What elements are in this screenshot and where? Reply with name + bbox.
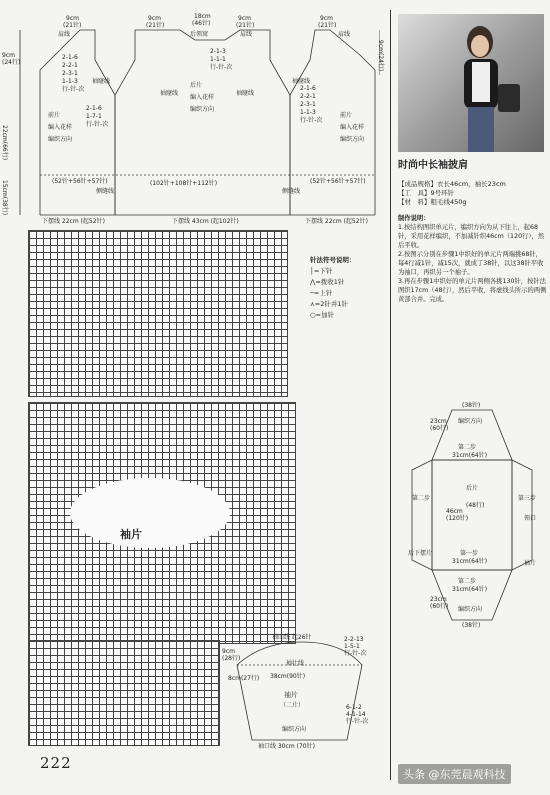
sleeve-dir: 编织方向 <box>282 726 307 733</box>
top-label-11: 肩线 <box>240 31 253 38</box>
right-step: 第三步 <box>518 495 537 502</box>
sleeve-left-cm2: 8cm(27行) <box>228 675 260 682</box>
left-cm: 23cm (60行) <box>430 418 449 432</box>
step2-bot-w: 31cm(64针) <box>452 586 488 593</box>
body-schematic <box>0 0 384 230</box>
sleeve-width: 38cm(90针) <box>270 673 306 680</box>
instruction-2: 2.按图示分别在步骤1中织好的单元片两端挑68针，每4行减1针，减15次，就成了38针，以这38针平收为袖口，再织另一个袖子。 <box>398 251 544 276</box>
top-count: (38针) <box>462 402 481 409</box>
bot-dir: 编织方向 <box>458 606 483 613</box>
decrease-back: 2-1-3 1-1-1 行-针-次 <box>210 48 233 71</box>
person-icon <box>398 14 544 152</box>
sleeve-line: 袖壮线 <box>286 660 305 667</box>
back-h: (48行) <box>466 502 485 509</box>
right-label-1: 领口 <box>524 515 537 522</box>
sleeve-top-dec: 2-2-13 1-5-1 行-针-次 <box>344 636 367 657</box>
page-number: 222 <box>40 754 72 772</box>
decrease-right: 2-1-6 2-2-1 2-3-1 1-1-3 行-针-次 <box>300 85 323 124</box>
bottom-left: 下摆线 22cm (起52针) <box>42 218 105 225</box>
sleeve-top: 袖山线 起26针 <box>272 634 312 641</box>
stitch-chart-sleeve-lower <box>28 640 220 746</box>
top-label-4: 9cm <box>148 15 161 22</box>
spec-tool: 【工 具】9号环针 <box>398 189 455 197</box>
legend-item: ○=加针 <box>310 311 335 319</box>
instruction-1: 1.按结构图织单元片，编织方向为从下往上，起68针，采用花样编织，不加减针织46cm（120行），然后平收。 <box>398 224 545 249</box>
sleeve-left-cm: 9cm (28行) <box>222 648 241 662</box>
front-hem: 后下摆片 <box>408 550 433 557</box>
count-right: (52针+56针+57针) <box>310 178 366 185</box>
sleeve-pcs: （二片） <box>280 702 305 709</box>
sleeve-side-dec: 6-1-2 4-1-14 行-针-次 <box>346 704 369 725</box>
decrease-left: 2-1-6 2-2-1 2-3-1 1-1-3 行-针-次 <box>62 54 85 93</box>
bot-cm: 23cm (60行) <box>430 596 449 610</box>
count-back: (102针+108针+112针) <box>150 180 218 187</box>
right-front-labels: 前片 编入花样 编织方向 <box>340 112 365 143</box>
sleeve-chart-label: 袖片 <box>120 528 142 541</box>
bottom-mid: 下摆线 43cm (起102针) <box>172 218 239 225</box>
left-label-1: 9cm <box>2 52 15 59</box>
top-label-2: (21针) <box>63 22 82 29</box>
symbol-legend <box>310 255 356 321</box>
side-seam-right: 侧缝线 <box>282 188 301 195</box>
bottom-right: 下摆线 22cm (起52针) <box>305 218 368 225</box>
step1: 第一步 <box>460 550 479 557</box>
back-label: 后片 <box>466 485 479 492</box>
top-label-13: (21针) <box>318 22 337 29</box>
top-label-8: 后领窝 <box>190 31 209 38</box>
left-step: 第二步 <box>412 495 431 502</box>
sleeve-line-back-right: 袖窿线 <box>236 90 255 97</box>
left-front-labels: 前片 编入花样 编织方向 <box>48 112 73 143</box>
page-title: 时尚中长袖披肩 <box>398 160 468 171</box>
decrease-mid-left: 2-1-6 1-7-1 行-针-次 <box>86 105 109 128</box>
stitch-chart-top <box>28 230 288 397</box>
step2-bot: 第二步 <box>458 578 477 585</box>
legend-item: ─=上针 <box>310 289 333 297</box>
model-photo <box>398 14 544 152</box>
left-label-4: 15cm(38行) <box>1 180 8 216</box>
left-label-2: (24行) <box>2 59 21 66</box>
spec-size: 【成品规格】衣长46cm，袖长23cm <box>398 180 506 188</box>
top-label-6: 18cm <box>194 13 211 20</box>
back-labels: 后片 编入花样 编织方向 <box>190 82 215 113</box>
instruction-3: 3.再在步骤1中织好的单元片两侧各挑130针，按针法图织17cm（48行），然后平收，将虚线头所示的两侧黄部合并。完成。 <box>398 278 547 303</box>
top-label-14: 肩线 <box>338 31 351 38</box>
top-label-12: 9cm <box>320 15 333 22</box>
count-left: (52针+56针+57针) <box>52 178 108 185</box>
left-label-3: 22cm(66行) <box>1 125 8 161</box>
knit-icon: │ <box>310 267 314 275</box>
sleeve-line-left: 袖窿线 <box>92 78 111 85</box>
step1-w: 31cm(64针) <box>452 558 488 565</box>
top-label-7: (46针) <box>192 20 211 27</box>
top-label-9: 9cm <box>238 15 251 22</box>
legend-item: │=下针 <box>310 267 333 275</box>
sleeve-chart-blank <box>70 478 230 548</box>
legend-item: ⋀=拨收1针 <box>310 278 345 286</box>
page-divider <box>390 10 391 780</box>
instructions <box>398 214 548 304</box>
spec-material: 【材 料】粗毛线450g <box>398 198 467 206</box>
assembly-diagram <box>400 400 548 630</box>
sleeve-cuff: 袖口线 30cm (70针) <box>258 743 315 750</box>
step2-top: 第二步 <box>458 444 477 451</box>
sleeve-line-back-left: 袖窿线 <box>160 90 179 97</box>
bind-off-icon: ⋀ <box>310 278 316 286</box>
top-dir: 编织方向 <box>458 418 483 425</box>
legend-item: ⋏=2针并1针 <box>310 300 348 308</box>
legend-heading: 针法符号说明： <box>310 256 356 264</box>
top-label-3: 肩线 <box>58 31 71 38</box>
step2-top-w: 31cm(64针) <box>452 452 488 459</box>
purl-icon: ─ <box>310 289 314 297</box>
top-label-1: 9cm <box>66 15 79 22</box>
watermark: 头条 @东莞晨观科技 <box>398 764 511 784</box>
sleeve-name: 袖片 <box>284 691 298 699</box>
top-label-5: (21针) <box>146 22 165 29</box>
sleeve-schematic <box>222 630 382 755</box>
right-label-2: 袖片 <box>524 560 537 567</box>
bot-count: (38针) <box>462 622 481 629</box>
right-label-1: 9cm(24行) <box>377 40 384 72</box>
side-seam-left: 侧缝线 <box>96 188 115 195</box>
top-label-10: (21针) <box>236 22 255 29</box>
instructions-heading: 制作说明： <box>398 215 430 222</box>
increase-icon: ○ <box>310 311 316 319</box>
k2tog-icon: ⋏ <box>310 300 315 308</box>
sleeve-line-right: 袖窿线 <box>292 78 311 85</box>
back-w: 46cm (120针) <box>446 508 469 522</box>
